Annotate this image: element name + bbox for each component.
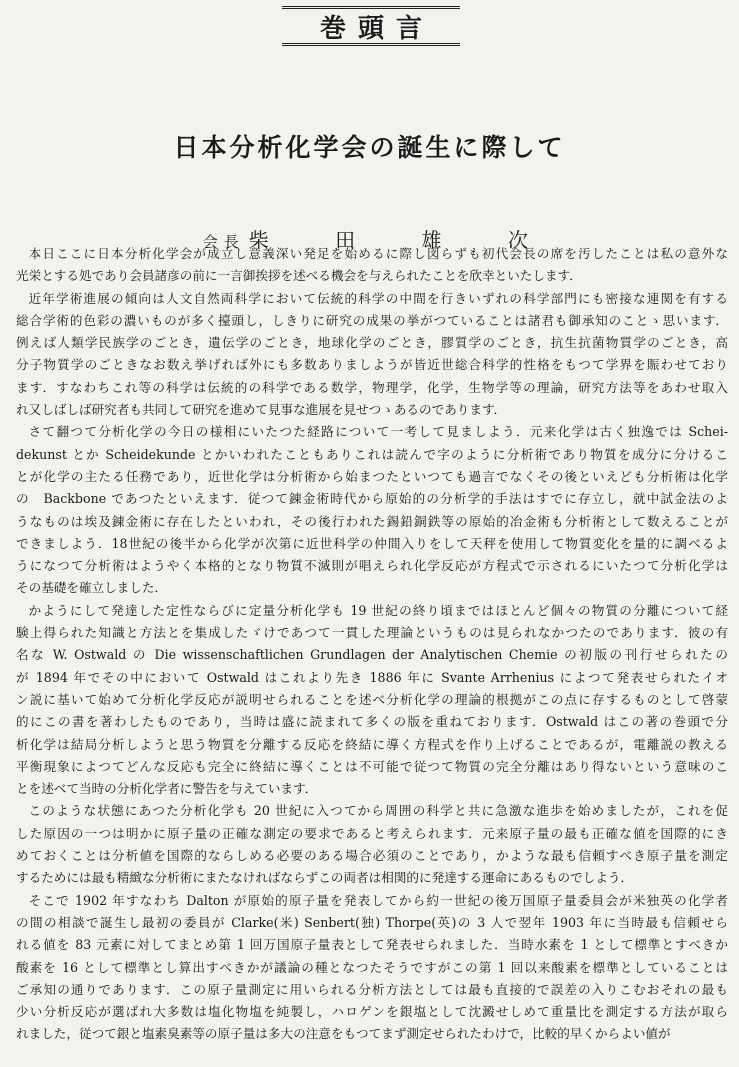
paragraph bbox=[16, 421, 728, 599]
paragraph bbox=[16, 600, 728, 801]
text-line: dekunst とか Scheidekunde とかいわれたこともありこれは読んで字のように分析術であり物質を成分に分けるこ bbox=[16, 446, 728, 462]
text-line: 例えば人類学民族学のごとき，遺伝学のごとき，地球化学のごとき，膠質学のごとき，抗生抗菌物質学のごとき，高 bbox=[16, 335, 728, 351]
text-line: 平衡現象によつてどんな反応も完全に終結に導くことは不可能で従つて物質の完全分離はあり得ないという意味のこ bbox=[16, 758, 728, 774]
text-line: 分子物質学のごときなお数え挙げれば外にも多数ありましようが皆近世総合科学的性格をもつて学界を賑わせており bbox=[16, 357, 728, 373]
article-body bbox=[16, 243, 728, 1046]
text-line: 近年学術進展の傾向は人文自然両科学において伝統的科学の中間を行きいずれの科学部門にも密接な連関を有する bbox=[28, 290, 728, 306]
text-line: かようにして発達した定性ならびに定量分析化学も 19 世紀の終り頃まではほとんど個々の物質の分離について経 bbox=[28, 602, 728, 618]
text-line: そこで 1902 年すなわち Dalton が原始的原子量を発表してから約一世紀の後万国原子量委員会が米独英の化学者 bbox=[28, 892, 728, 908]
author-name: 柴 田 雄 次 bbox=[248, 228, 558, 252]
text-line: 少い分析反応が選ばれ大多数は塩化物塩を純製し，ハロゲンを銀塩として沈澱せしめて重量比を測定する方法が取ら bbox=[16, 1004, 728, 1020]
text-line: 本日ここに日本分析化学会が成立し意義深い発足を始めるに際し図らずも初代会長の席を汚したことは私の意外な bbox=[28, 246, 728, 261]
section-header bbox=[282, 6, 460, 46]
section-header-label: 巻頭言 bbox=[319, 13, 434, 44]
paragraph bbox=[16, 800, 728, 889]
paragraph bbox=[16, 243, 728, 288]
text-line: 析化学は結局分析しようと思う物質を分離する反応を終結に導く方程式を作り上げることであるが，電離説の教える bbox=[16, 736, 728, 752]
text-line: ます．すなわちこれ等の科学は伝統的の科学である数学，物理学，化学，生物学等の理論，研究方法等をあわせ取入 bbox=[16, 379, 728, 395]
text-line: の Backbone であつたといえます．従つて錬金術時代から原始的の分析学的手法はすでに存立し，就中試金法のよ bbox=[16, 491, 728, 507]
text-line: できましよう．18世紀の後半から化学が次第に近世科学の仲間入りをして天秤を使用して物質変化を量的に調べるよ bbox=[16, 535, 728, 551]
text-line: その基礎を確立しました． bbox=[16, 580, 168, 596]
text-line: するためには最も精緻な分析術にまたなければならずこの両者は相関的に発達する運命にあるものでしよう． bbox=[16, 870, 634, 886]
text-line: とを述べて当時の分析化学者に警告を与えています． bbox=[16, 781, 318, 797]
text-line: このような状態にあつた分析化学も 20 世紀に入つてから周囲の科学と共に急激な進歩を始めましたが，これを促 bbox=[28, 803, 728, 819]
text-line: うになつて分析術はようやく本格的となり物質不滅則が唱えられ化学反応が方程式で示されるにいたつて分析化学は bbox=[16, 558, 728, 574]
article-title: 日本分析化学会の誕生に際して bbox=[173, 133, 566, 162]
text-line: とが化学の主たる任務であり，近世化学は分析術から始まつたといつても過言でなくその後といえども分析術は化学 bbox=[16, 468, 728, 484]
text-line: 験上得られた知識と方法とを集成したゞけであつて一貫した理論というものは見られなかつたのであります．彼の有 bbox=[16, 625, 728, 641]
text-line: ン説に基いて始めて分析化学反応が説明せられることを述べ分析化学の理論的根拠がこの点に存するものとして啓蒙 bbox=[16, 691, 728, 707]
text-line: れる値を 83 元素に対してまとめ第 1 回万国原子量表として発表せられました．当時水素を 1 として標準とすべきか bbox=[16, 937, 728, 953]
text-line: れ又しばしば研究者も共同して研究を進めて見事な進展を見せつゝあるのであります． bbox=[16, 402, 507, 418]
text-line: した原因の一つは明かに原子量の正確な測定の要求であると考えられます．元来原子量の最も正確な値を国際的にき bbox=[16, 825, 728, 841]
text-line: 光栄とする処であり会員諸彦の前に一言御挨拶を述べる機会を与えられたことを欣幸といたします． bbox=[16, 268, 582, 284]
paragraph bbox=[16, 288, 728, 422]
text-line: 名な W. Ostwald の Die wissenschaftlichen Grundlagen der Analytischen Chemie の初版の刊行せられたの bbox=[16, 647, 728, 663]
paragraph bbox=[16, 890, 728, 1046]
text-line: さて翻つて分析化学の今日の様相にいたつた経路について一考して見ましよう．元来化学は古く独逸では Schei- bbox=[28, 424, 728, 440]
text-line: 的にこの書を著わしたものであり，当時は盛に読まれて多くの版を重ねております．Ostwald はこの著の巻頭で分 bbox=[16, 714, 728, 730]
text-line: が 1894 年でその中において Ostwald はこれより先き 1886 年に Svante Arrhenius によつて発表せられたイオ bbox=[16, 669, 728, 685]
text-line: れました，従つて銀と塩素臭素等の原子量は多大の注意をもつてまず測定せられたわけで，比較的早くからよい値が bbox=[16, 1026, 671, 1042]
text-line: の間の相談で誕生し最初の委員が Clarke(米) Senbert(独) Thorpe(英)の 3 人で翌年 1903 年に当時最も信頼せら bbox=[16, 914, 728, 930]
text-line: ご承知の通りであります．この原子量測定に用いられる分析方法としては最も直接的で誤差の入りこむおそれの最も bbox=[16, 981, 728, 997]
text-line: 総合学術的色彩の濃いものが多く擡頭し，しきりに研究の成果の挙がつていることは諸君も御承知のことゝ思います． bbox=[16, 312, 728, 328]
text-line: うなものは埃及錬金術に存在したといわれ，その後行われた錫鉛銅鉄等の原始的冶金術も分析術として数えることが bbox=[16, 513, 728, 529]
author-role: 会長 bbox=[202, 233, 245, 251]
text-line: 酸素を 16 として標準とし算出すべきかが議論の種となつたそうですがこの第 1 回以来酸素を標準としていることは bbox=[16, 959, 728, 975]
text-line: めておくことは分析値を国際的ならしめる必要のある場合必須のことであり，かような最も信頼すべき原子量を測定 bbox=[16, 848, 728, 864]
